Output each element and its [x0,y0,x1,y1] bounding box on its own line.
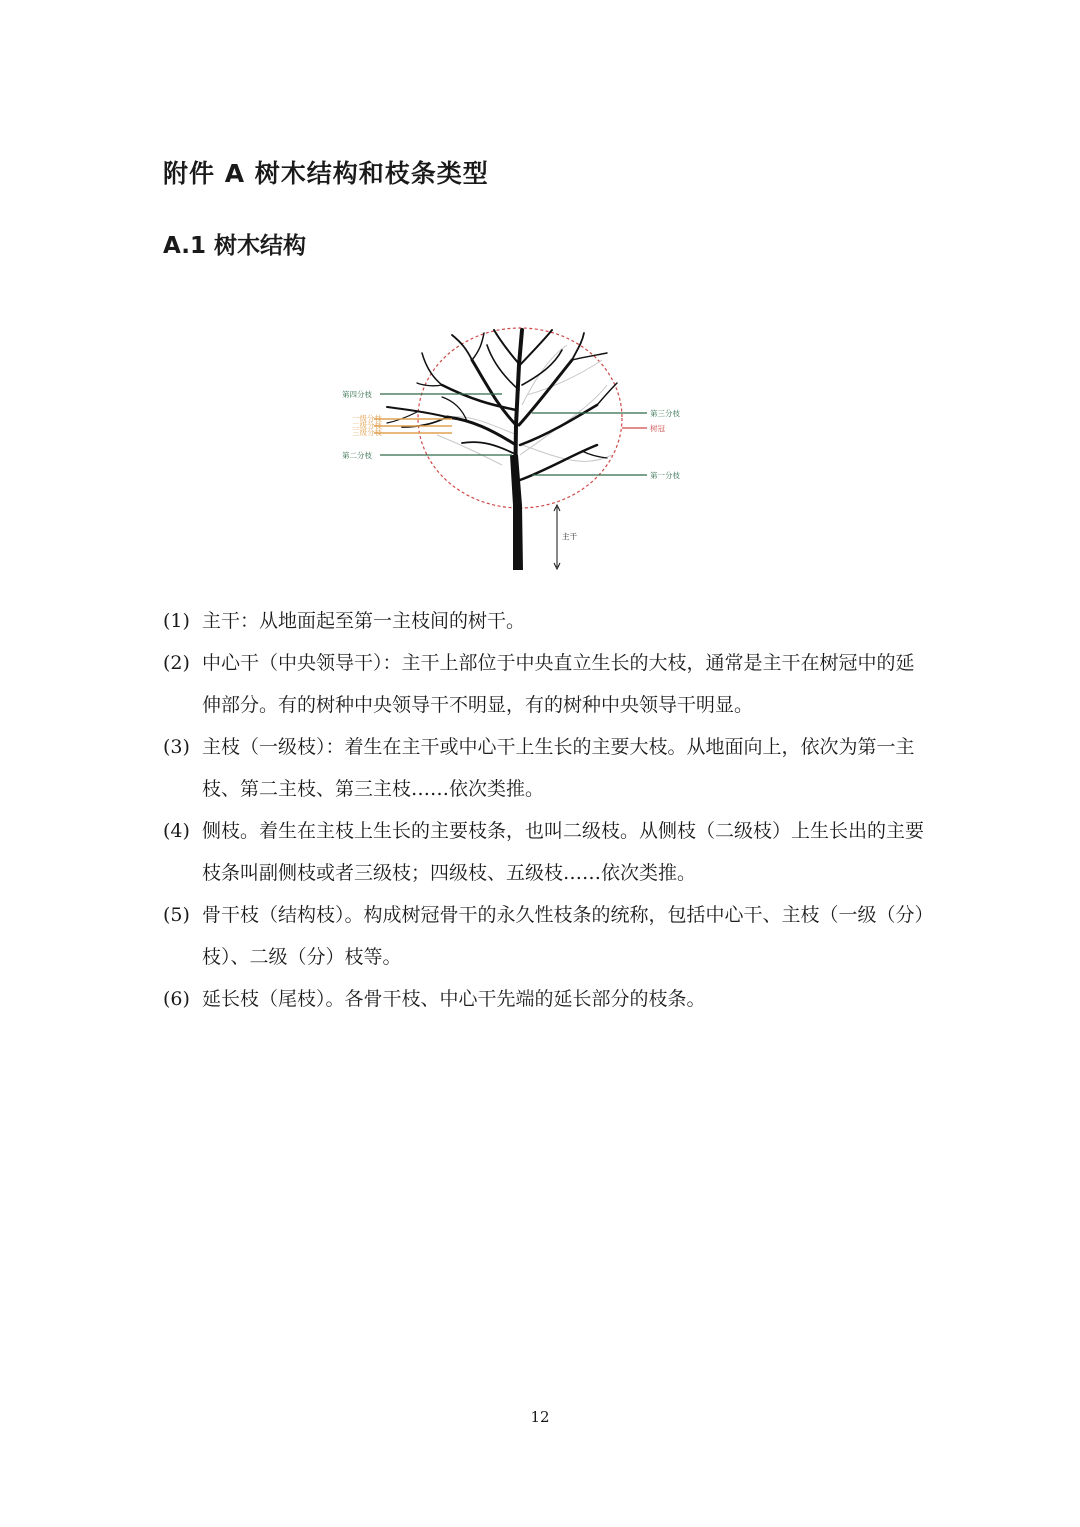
label-second-level: 二级分枝 [352,421,382,430]
section-heading: A.1 树木结构 [163,233,306,259]
item-number: (4) [163,820,190,842]
item-text: 骨干枝（结构枝）。构成树冠骨干的永久性枝条的统称，包括中心干、主枝（一级（分）枝）、二级（分）枝等。 [202,904,925,968]
list-item [163,726,933,810]
item-number: (2) [163,652,190,674]
label-first-level: 一级分枝 [352,414,382,423]
definition-list [163,600,933,1020]
item-number: (5) [163,904,190,926]
item-text: 中心干（中央领导干）：主干上部位于中央直立生长的大枝，通常是主干在树冠中的延伸部分。有的树种中央领导干不明显，有的树种中央领导干明显。 [202,652,915,716]
item-text: 侧枝。着生在主枝上生长的主要枝条，也叫二级枝。从侧枝（二级枝）上生长出的主要枝条叫副侧枝或者三级枝；四级枝、五级枝……依次类推。 [202,820,925,884]
item-text: 主枝（一级枝）：着生在主干或中心干上生长的主要大枝。从地面向上，依次为第一主枝、第二主枝、第三主枝……依次类推。 [202,736,915,800]
list-item [163,810,933,894]
item-number: (3) [163,736,190,758]
page-title: 附件 A 树木结构和枝条类型 [163,159,489,188]
tree-diagram [322,305,782,580]
item-number: (6) [163,988,190,1010]
label-crown: 树冠 [650,424,665,433]
page-number: 12 [530,1408,550,1426]
label-first-branch: 第一分枝 [650,471,680,480]
label-third-level: 三级分枝 [352,428,382,437]
faint-branches [437,345,612,465]
item-number: (1) [163,610,190,632]
label-third-branch: 第三分枝 [650,409,680,418]
list-item [163,978,933,1020]
item-text: 主干：从地面起至第一主枝间的树干。 [202,610,526,632]
list-item [163,600,933,642]
list-item [163,642,933,726]
label-trunk: 主干 [562,532,577,541]
tree-structure-figure [322,305,782,580]
list-item [163,894,933,978]
label-second-branch: 第二分枝 [342,451,372,460]
item-text: 延长枝（尾枝）。各骨干枝、中心干先端的延长部分的枝条。 [202,988,706,1010]
trunk-height-arrow [554,505,560,569]
label-fourth-branch: 第四分枝 [342,390,372,399]
